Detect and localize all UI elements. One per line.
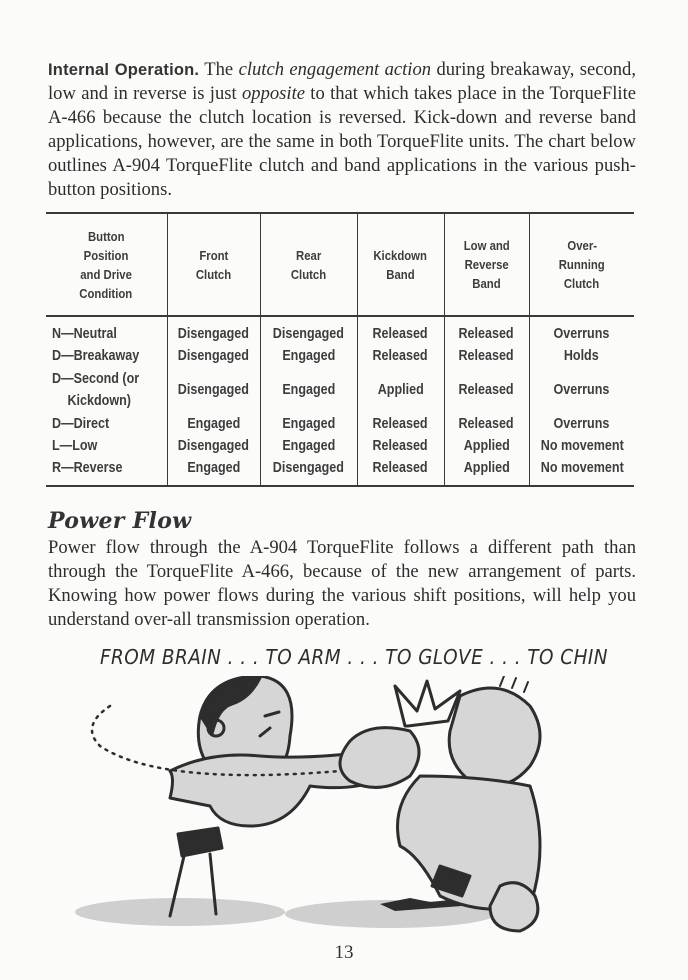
overrunning-clutch-cell xyxy=(529,316,634,345)
cell-value: Released xyxy=(372,438,429,454)
table-row xyxy=(46,316,634,345)
cell-value: Holds xyxy=(564,348,600,364)
cell-value: Overruns xyxy=(553,326,610,342)
body-text: The xyxy=(199,59,239,80)
overrunning-clutch-cell xyxy=(529,345,634,367)
position-label: D—Breakaway xyxy=(52,348,140,364)
cell-value: Applied xyxy=(463,438,510,454)
cell-value: Disengaged xyxy=(272,460,345,476)
emphasis-text: opposite xyxy=(241,83,305,104)
front-clutch-cell xyxy=(167,413,260,435)
cell-value: Released xyxy=(372,460,429,476)
cell-value: Engaged xyxy=(187,460,240,476)
column-header xyxy=(529,213,634,316)
front-clutch-cell xyxy=(167,435,260,457)
cell-value: Engaged xyxy=(187,416,240,432)
front-clutch-cell xyxy=(167,367,260,413)
column-header-line: Clutch xyxy=(195,266,232,282)
overrunning-clutch-cell xyxy=(529,435,634,457)
rear-clutch-cell xyxy=(260,435,357,457)
column-header-line: Band xyxy=(386,266,415,282)
cell-value: Released xyxy=(372,348,429,364)
column-header-line: Position xyxy=(83,247,129,263)
kickdown-band-cell xyxy=(357,367,444,413)
cell-value: No movement xyxy=(540,460,624,476)
body-text: to that which takes place in the TorqueFlite A-466 because the clutch location is reversed. Kick-down and reverse band applications, however, are the same in both TorqueFlite units. The chart below outlines A-904 TorqueFlite clutch and band applications in the various push-button positions. xyxy=(48,83,636,200)
power-flow-heading: Power Flow xyxy=(48,508,192,534)
table-row xyxy=(46,345,634,367)
table-row xyxy=(46,413,634,435)
cell-value: Engaged xyxy=(282,348,335,364)
cell-value: Engaged xyxy=(282,438,335,454)
table-row xyxy=(46,435,634,457)
illustration-caption: FROM BRAIN . . . TO ARM . . . TO GLOVE . . . TO CHIN xyxy=(100,645,608,669)
cell-value: Engaged xyxy=(282,382,335,398)
column-header-line: Running xyxy=(558,257,605,272)
kickdown-band-cell xyxy=(357,457,444,486)
column-header-line: Band xyxy=(472,276,501,291)
cell-value: No movement xyxy=(540,438,624,454)
low-reverse-band-cell xyxy=(444,413,529,435)
position-label: Kickdown) xyxy=(67,393,131,409)
kickdown-band-cell xyxy=(357,345,444,367)
column-header xyxy=(260,213,357,316)
column-header-line: Button xyxy=(87,228,125,244)
rear-clutch-cell xyxy=(260,457,357,486)
column-header-line: Rear xyxy=(295,247,322,263)
kickdown-band-cell xyxy=(357,435,444,457)
intro-lead: Internal Operation. xyxy=(48,61,200,79)
emphasis-text: clutch engagement action xyxy=(238,59,432,80)
table-row xyxy=(46,367,634,413)
cell-value: Released xyxy=(372,416,429,432)
position-label: R—Reverse xyxy=(52,460,123,476)
low-reverse-band-cell xyxy=(444,345,529,367)
body-text: during breakaway, second, low and in reverse is just xyxy=(48,59,637,104)
rear-clutch-cell xyxy=(260,345,357,367)
table-header-row xyxy=(46,213,634,316)
cell-value: Released xyxy=(372,326,429,342)
position-cell xyxy=(46,413,167,435)
cell-value: Applied xyxy=(463,460,510,476)
page-number: 13 xyxy=(334,942,354,963)
rear-clutch-cell xyxy=(260,316,357,345)
column-header-line: and Drive xyxy=(80,266,133,282)
cell-value: Overruns xyxy=(553,382,610,398)
intro-paragraph xyxy=(48,58,636,202)
rear-clutch-cell xyxy=(260,367,357,413)
column-header xyxy=(357,213,444,316)
front-clutch-cell xyxy=(167,316,260,345)
cell-value: Released xyxy=(458,416,515,432)
overrunning-clutch-cell xyxy=(529,367,634,413)
rear-clutch-cell xyxy=(260,413,357,435)
column-header-line: Clutch xyxy=(290,266,327,282)
column-header xyxy=(444,213,529,316)
column-header-line: Front xyxy=(198,247,228,263)
position-label: L—Low xyxy=(52,438,98,454)
column-header-line: Reverse xyxy=(464,257,509,272)
column-header xyxy=(46,213,167,316)
position-cell xyxy=(46,316,167,345)
kickdown-band-cell xyxy=(357,316,444,345)
position-cell xyxy=(46,345,167,367)
cell-value: Overruns xyxy=(553,416,610,432)
cell-value: Engaged xyxy=(282,416,335,432)
cell-value: Applied xyxy=(377,382,424,398)
power-flow-paragraph: Power flow through the A-904 TorqueFlite follows a different path than through the TorqueFlite A-466, because of the new arrangement of parts. Knowing how power flows during the various shift positions, will help you understand over-all transmission operation. xyxy=(48,537,636,630)
overrunning-clutch-cell xyxy=(529,413,634,435)
cell-value: Released xyxy=(458,382,515,398)
cell-value: Disengaged xyxy=(177,382,250,398)
low-reverse-band-cell xyxy=(444,435,529,457)
position-label: D—Direct xyxy=(52,416,110,432)
cell-value: Disengaged xyxy=(177,348,250,364)
position-cell xyxy=(46,367,167,413)
cell-value: Disengaged xyxy=(177,438,250,454)
column-header-line: Over- xyxy=(566,238,597,253)
boxing-cartoon-illustration xyxy=(60,676,620,946)
column-header-line: Condition xyxy=(79,285,133,301)
kickdown-band-cell xyxy=(357,413,444,435)
table-row xyxy=(46,457,634,486)
position-cell xyxy=(46,435,167,457)
overrunning-clutch-cell xyxy=(529,457,634,486)
column-header xyxy=(167,213,260,316)
column-header-line: Clutch xyxy=(564,276,600,291)
front-clutch-cell xyxy=(167,345,260,367)
low-reverse-band-cell xyxy=(444,316,529,345)
position-cell xyxy=(46,457,167,486)
cell-value: Released xyxy=(458,326,515,342)
clutch-band-application-table xyxy=(46,212,634,487)
cell-value: Released xyxy=(458,348,515,364)
low-reverse-band-cell xyxy=(444,367,529,413)
column-header-line: Low and xyxy=(463,238,510,253)
position-label: N—Neutral xyxy=(52,326,117,342)
cell-value: Disengaged xyxy=(177,326,250,342)
low-reverse-band-cell xyxy=(444,457,529,486)
front-clutch-cell xyxy=(167,457,260,486)
cell-value: Disengaged xyxy=(272,326,345,342)
position-label: D—Second (or xyxy=(52,371,140,387)
column-header-line: Kickdown xyxy=(373,247,428,263)
